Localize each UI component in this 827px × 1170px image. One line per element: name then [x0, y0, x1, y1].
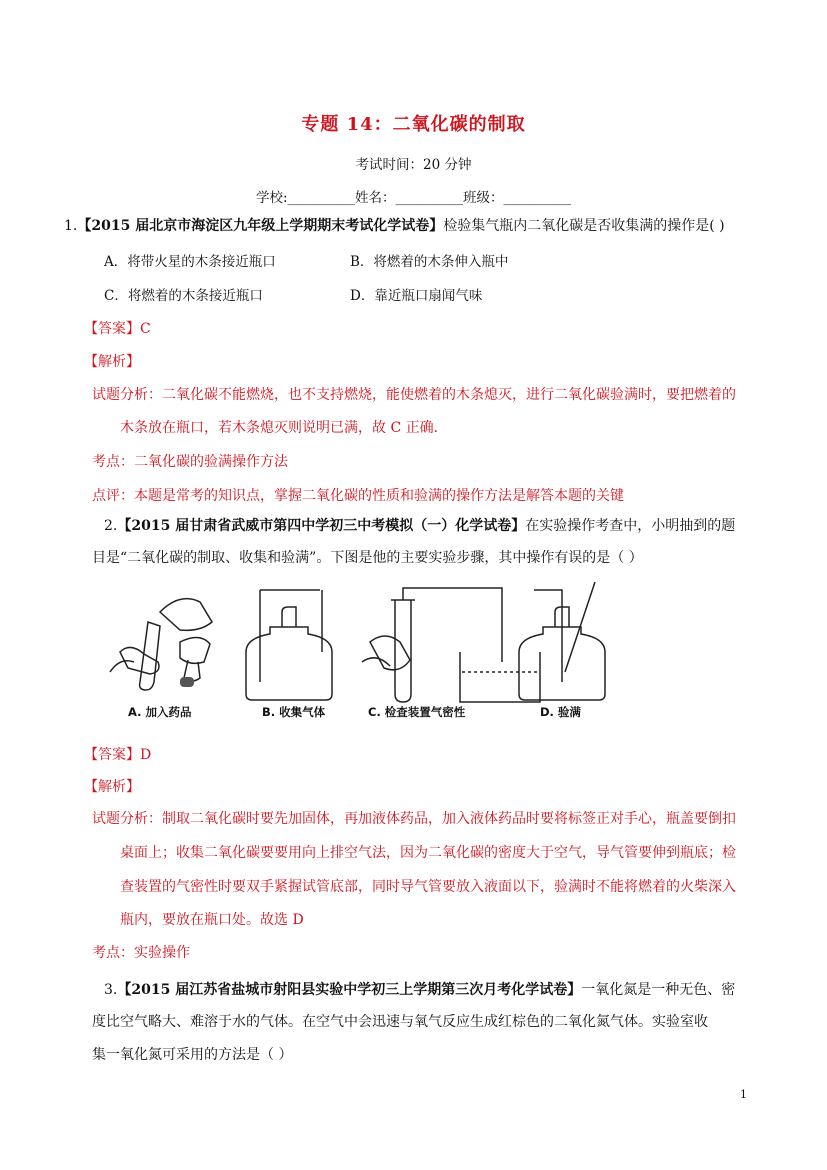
question-number: 3. — [104, 982, 118, 998]
question-2 — [104, 516, 735, 536]
question-number: 2. — [104, 518, 118, 534]
lab-figure — [100, 582, 620, 722]
exam-time: 考试时间：20 分钟 — [355, 157, 472, 173]
comment: 点评：本题是常考的知识点，掌握二氧化碳的性质和验满的操作方法是解答本题的关键 — [92, 488, 624, 504]
question-stem-cont: 目是“二氧化碳的制取、收集和验满”。下图是他的主要实验步骤，其中操作有误的是（ ） — [92, 550, 643, 566]
option-b: B．将燃着的木条伸入瓶中 — [350, 254, 509, 270]
question-1 — [64, 216, 725, 236]
figure-a-adding-reagent-icon — [110, 599, 212, 690]
page-title: 专题 14：二氧化碳的制取 — [301, 114, 526, 135]
question-source: 【2015 届北京市海淀区九年级上学期期末考试化学试卷】 — [77, 218, 444, 234]
analysis-line: 查装置的气密性时要双手紧握试管底部，同时导气管要放入液面以下，验满时不能将燃着的火柴深入 — [120, 879, 736, 895]
knowledge-point: 考点：实验操作 — [92, 945, 190, 961]
question-stem: 在实验操作考查中，小明抽到的题 — [525, 518, 736, 534]
analysis-line: 试题分析：二氧化碳不能燃烧，也不支持燃烧，能使燃着的木条熄灭，进行二氧化碳验满时，要把燃着的 — [92, 387, 736, 403]
figure-caption-c: C. 检查装置气密性 — [368, 705, 466, 719]
question-source: 【2015 届江苏省盐城市射阳县实验中学初三上学期第三次月考化学试卷】 — [117, 982, 582, 998]
question-3 — [104, 980, 735, 1000]
figure-d-verify-full-icon — [519, 582, 605, 700]
question-source: 【2015 届甘肃省武威市第四中学初三中考模拟（一）化学试卷】 — [117, 518, 526, 534]
analysis-label: 【解析】 — [84, 354, 140, 370]
figure-caption-b: B. 收集气体 — [262, 705, 326, 719]
figure-caption-d: D. 验满 — [540, 705, 581, 719]
analysis-line: 木条放在瓶口，若木条熄灭则说明已满，故 C 正确. — [120, 420, 439, 436]
analysis-line: 瓶内，要放在瓶口处。故选 D — [120, 912, 304, 928]
analysis-line: 桌面上；收集二氧化碳要要用向上排空气法，因为二氧化碳的密度大于空气，导气管要伸到瓶底；检 — [120, 845, 736, 861]
question-stem: 检验集气瓶内二氧化碳是否收集满的操作是( ) — [443, 218, 725, 234]
option-c: C．将燃着的木条接近瓶口 — [104, 288, 263, 304]
analysis-line: 试题分析：制取二氧化碳时要先加固体，再加液体药品，加入液体药品时要将标签正对手心，瓶盖要倒扣 — [92, 811, 736, 827]
question-stem-cont: 集一氧化氮可采用的方法是（ ） — [92, 1047, 293, 1063]
question-stem-cont: 度比空气略大、难溶于水的气体。在空气中会迅速与氧气反应生成红棕色的二氧化氮气体。实验室收 — [92, 1014, 708, 1030]
option-a: A．将带火星的木条接近瓶口 — [104, 254, 276, 270]
question-number: 1. — [64, 218, 78, 234]
question-stem: 一氧化氮是一种无色、密 — [581, 982, 736, 998]
option-d: D．靠近瓶口扇闻气味 — [350, 288, 483, 304]
knowledge-point: 考点：二氧化碳的验满操作方法 — [92, 454, 288, 470]
figure-caption-a: A. 加入药品 — [128, 705, 192, 719]
answer: 【答案】C — [84, 321, 151, 337]
figure-c-airtightness-check-icon — [362, 588, 540, 702]
answer: 【答案】D — [84, 747, 152, 763]
page-number: 1 — [740, 1088, 747, 1101]
figure-b-gas-bottle-icon — [246, 590, 332, 700]
analysis-label: 【解析】 — [84, 779, 140, 795]
student-info-line: 学校:__________姓名：__________班级：__________ — [255, 190, 572, 206]
